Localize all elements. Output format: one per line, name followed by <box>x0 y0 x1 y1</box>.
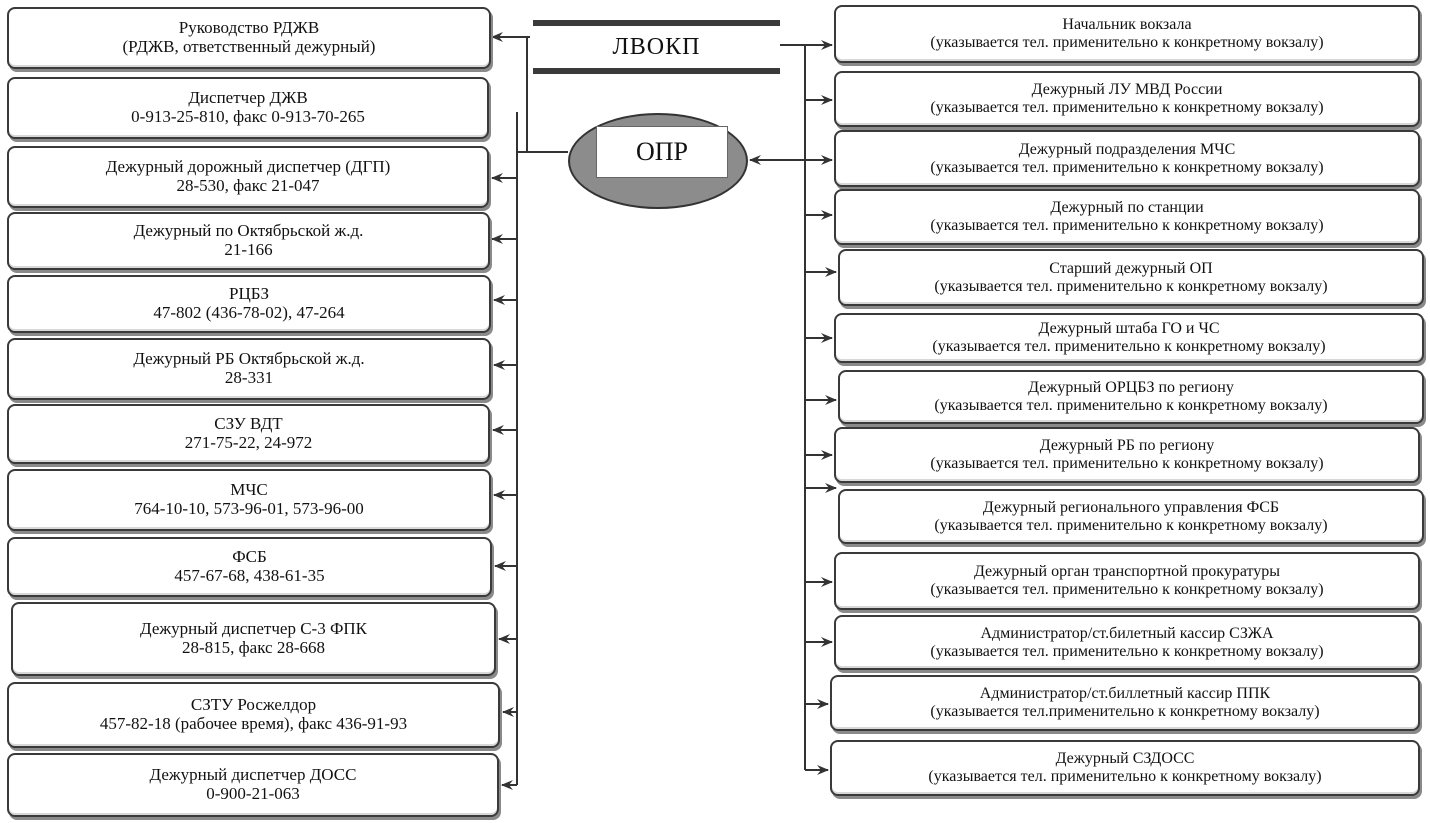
contact-name: Диспетчер ДЖВ <box>188 88 308 108</box>
contact-name: Дежурный ЛУ МВД России <box>1031 81 1223 99</box>
contact-details: 28-815, факс 28-668 <box>181 638 325 657</box>
opr-label: ОПР <box>635 137 688 166</box>
contact-details: (указывается тел. применительно к конкретному вокзалу) <box>930 642 1324 660</box>
contact-details: (указывается тел. применительно к конкретному вокзалу) <box>930 455 1324 472</box>
contact-details: 47-802 (436-78-02), 47-264 <box>153 303 345 322</box>
left-contact-box <box>7 77 489 139</box>
contact-details: 21-166 <box>224 240 273 259</box>
right-contact-box <box>834 427 1420 483</box>
contact-details: (указывается тел. применительно к конкретному вокзалу) <box>934 277 1328 295</box>
contact-details: 28-331 <box>224 368 274 387</box>
contact-name: Руководство РДЖВ <box>178 18 320 38</box>
left-contact-box <box>7 338 491 400</box>
contact-name: Дежурный по Октябрьской ж.д. <box>133 221 364 241</box>
left-contact-box <box>7 404 490 464</box>
right-contact-box <box>838 370 1424 424</box>
right-contact-box <box>834 313 1424 363</box>
contact-name: Начальник вокзала <box>1062 16 1192 34</box>
contact-name: Дежурный дорожный диспетчер (ДГП) <box>105 157 391 177</box>
contact-name: Дежурный РБ по региону <box>1039 437 1215 455</box>
contact-name: СЗУ ВДТ <box>214 414 283 434</box>
left-contact-box <box>11 602 496 676</box>
left-contact-box <box>7 537 492 597</box>
contact-details: 0-900-21-063 <box>206 784 300 803</box>
contact-name: Старший дежурный ОП <box>1049 259 1213 277</box>
contact-name: Дежурный подразделения МЧС <box>1018 140 1236 158</box>
contact-details: (указывается тел. применительно к конкретному вокзалу) <box>930 34 1324 51</box>
contact-name: Дежурный диспетчер С-3 ФПК <box>140 619 367 639</box>
right-contact-box <box>834 5 1420 63</box>
contact-details: (указывается тел. применительно к конкретному вокзалу) <box>934 516 1328 534</box>
contact-details: (указывается тел. применительно к конкретному вокзалу) <box>932 338 1326 355</box>
lvokp-label: ЛВОКП <box>612 33 701 60</box>
contact-details: (указывается тел. применительно к конкретному вокзалу) <box>930 217 1324 234</box>
contact-name: Администратор/ст.билетный кассир СЗЖА <box>980 624 1274 642</box>
contact-details: 0-913-25-810, факс 0-913-70-265 <box>131 107 365 126</box>
contact-name: Дежурный штаба ГО и ЧС <box>1038 320 1220 338</box>
contact-name: Дежурный ОРЦБЗ по региону <box>1028 379 1234 397</box>
contact-name: Дежурный регионального управления ФСБ <box>982 498 1280 516</box>
contact-details: (указывается тел. применительно к конкретному вокзалу) <box>930 581 1324 598</box>
left-contact-box <box>7 753 499 817</box>
contact-name: СЗТУ Росжелдор <box>190 695 317 715</box>
contact-details: (указывается тел. применительно к конкретному вокзалу) <box>930 158 1324 176</box>
right-contact-box <box>834 552 1420 610</box>
contact-details: 28-530, факс 21-047 <box>176 176 320 195</box>
left-contact-box <box>7 275 491 333</box>
right-contact-box <box>838 249 1424 306</box>
opr-box <box>596 126 728 178</box>
contact-details: (указывается тел.применительно к конкретному вокзалу) <box>930 703 1320 720</box>
contact-name: РЦБЗ <box>228 284 269 304</box>
contact-name: МЧС <box>230 480 268 500</box>
left-contact-box <box>7 469 491 531</box>
contact-details: 457-67-68, 438-61-35 <box>174 566 325 585</box>
right-contact-box <box>834 189 1420 245</box>
right-contact-box <box>830 740 1420 796</box>
right-contact-box <box>838 489 1424 544</box>
left-contact-box <box>7 212 490 270</box>
contact-name: Дежурный орган транспортной прокуратуры <box>973 563 1281 581</box>
right-contact-box <box>834 130 1420 187</box>
contact-details: (указывается тел. применительно к конкретному вокзалу) <box>930 99 1324 116</box>
left-contact-box <box>7 682 500 748</box>
contact-details: 764-10-10, 573-96-01, 573-96-00 <box>134 499 364 518</box>
contact-details: (указывается тел. применительно к конкретному вокзалу) <box>928 768 1322 785</box>
contact-details: 457-82-18 (рабочее время), факс 436-91-93 <box>99 714 408 733</box>
contact-name: Дежурный РБ Октябрьской ж.д. <box>133 349 365 369</box>
contact-name: Дежурный по станции <box>1050 199 1204 217</box>
contact-name: Дежурный СЗДОСС <box>1055 750 1195 768</box>
right-contact-box <box>834 615 1420 670</box>
contact-details: (указывается тел. применительно к конкретному вокзалу) <box>934 397 1328 414</box>
contact-name: Администратор/ст.биллетный кассир ППК <box>979 685 1271 703</box>
lvokp-title <box>533 20 780 74</box>
contact-name: ФСБ <box>232 547 267 567</box>
right-contact-box <box>830 675 1420 731</box>
contact-details: 271-75-22, 24-972 <box>184 433 313 452</box>
left-contact-box <box>7 146 489 208</box>
contact-name: Дежурный диспетчер ДОСС <box>149 765 357 785</box>
left-contact-box <box>7 7 491 69</box>
contact-details: (РДЖВ, ответственный дежурный) <box>122 37 376 56</box>
right-contact-box <box>834 71 1420 127</box>
